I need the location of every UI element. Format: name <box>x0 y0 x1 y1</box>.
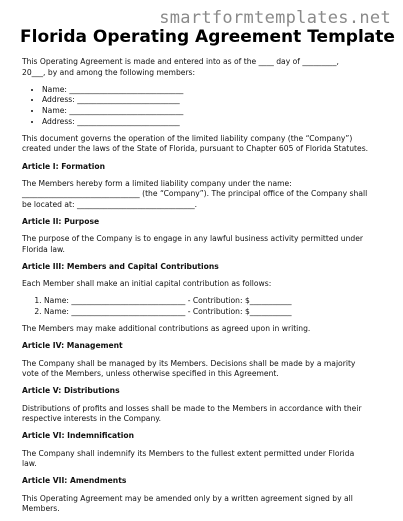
article-line: law. <box>22 459 37 469</box>
article-line: be located at: _______________________________. <box>22 199 198 209</box>
article-7-text <box>22 494 387 515</box>
article-line: The purpose of the Company is to engage in any lawful business activity permitted under <box>22 234 364 244</box>
member-address-field: • Address: ___________________________ <box>42 117 387 128</box>
article-5-heading: Article V: Distributions <box>22 386 120 396</box>
article-6-heading: Article VI: Indemnification <box>22 431 134 441</box>
article-line: respective interests in the Company. <box>22 414 162 424</box>
article-line: This Operating Agreement may be amended only by a written agreement signed by all <box>22 493 353 503</box>
governs-line: created under the laws of the State of Florida, pursuant to Chapter 605 of Florida Statutes. <box>22 144 369 154</box>
article-line: vote of the Members, unless otherwise specified in this Agreement. <box>22 369 279 379</box>
contribution-item: 2. Name: ______________________________ - Contribution: $___________ <box>44 307 387 318</box>
members-list <box>22 85 387 127</box>
article-1-heading: Article I: Formation <box>22 161 105 171</box>
document-title: Florida Operating Agreement Template <box>20 27 395 47</box>
article-line: The Company shall indemnify its Members to the fullest extent permitted under Florida <box>22 448 355 458</box>
article-3-additional: The Members may make additional contributions as agreed upon in writing. <box>22 324 311 334</box>
article-1-text <box>22 179 387 211</box>
member-name-field: • Name: ______________________________ <box>42 106 387 117</box>
article-2-text <box>22 234 387 255</box>
article-4-text <box>22 359 387 380</box>
intro-paragraph <box>22 57 387 78</box>
article-line: _______________________________ (the “Company”). The principal office of the Company shall <box>22 189 368 199</box>
article-3-text: Each Member shall make an initial capital contribution as follows: <box>22 279 272 289</box>
article-7-heading: Article VII: Amendments <box>22 476 127 486</box>
document-body <box>22 57 387 521</box>
contributions-list <box>22 296 387 317</box>
article-2-heading: Article II: Purpose <box>22 217 100 227</box>
governs-paragraph <box>22 134 387 155</box>
governs-line: This document governs the operation of the limited liability company (the “Company”) <box>22 133 353 143</box>
article-line: Florida law. <box>22 244 65 254</box>
member-address-field: • Address: ___________________________ <box>42 95 387 106</box>
article-5-text <box>22 404 387 425</box>
intro-line: 20___, by and among the following members: <box>22 67 196 77</box>
site-watermark: smartformtemplates.net <box>159 8 391 28</box>
article-line: The Members hereby form a limited liability company under the name: <box>22 178 292 188</box>
article-line: The Company shall be managed by its Members. Decisions shall be made by a majority <box>22 358 356 368</box>
intro-line: This Operating Agreement is made and entered into as of the ____ day of _________, <box>22 57 339 66</box>
article-4-heading: Article IV: Management <box>22 341 123 351</box>
member-name-field: • Name: ______________________________ <box>42 85 387 96</box>
article-3-heading: Article III: Members and Capital Contributions <box>22 262 219 272</box>
article-6-text <box>22 449 387 470</box>
article-line: Distributions of profits and losses shall be made to the Members in accordance with their <box>22 403 362 413</box>
contribution-item: 1. Name: ______________________________ - Contribution: $___________ <box>44 296 387 307</box>
article-line: Members. <box>22 504 60 514</box>
